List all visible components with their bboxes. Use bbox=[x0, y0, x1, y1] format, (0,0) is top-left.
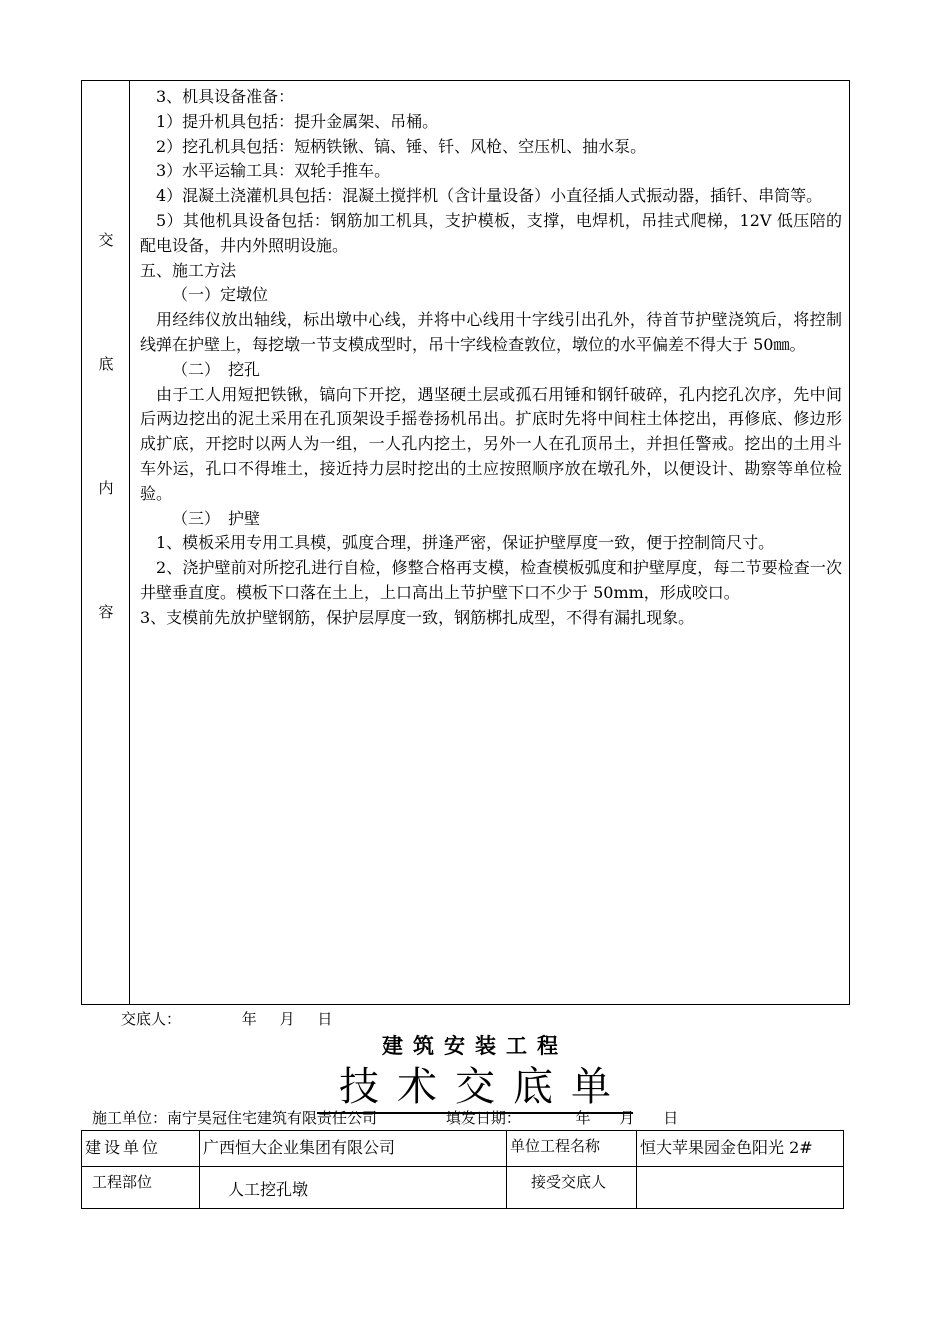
side-label-char: 底 bbox=[98, 355, 114, 373]
content-line: 1）提升机具包括：提升金属架、吊桶。 bbox=[156, 111, 439, 131]
subsection-heading: （三） 护壁 bbox=[172, 508, 261, 528]
project-name-value: 恒大苹果园金色阳光 2# bbox=[637, 1131, 844, 1167]
issue-date-label: 填发日期： bbox=[445, 1109, 521, 1127]
construction-unit-label: 施工单位： bbox=[92, 1109, 168, 1127]
issue-date-month: 月 bbox=[619, 1109, 635, 1127]
handover-content-table bbox=[81, 80, 850, 1005]
build-unit-value: 广西恒大企业集团有限公司 bbox=[200, 1131, 507, 1167]
content-paragraph: 3、支模前先放护壁钢筋，保护层厚度一致，钢筋梆扎成型，不得有漏扎现象。 bbox=[140, 607, 695, 627]
handover-year: 年 bbox=[241, 1010, 257, 1028]
handover-signature-line bbox=[121, 1008, 332, 1029]
form-title-text: 技术交底单 bbox=[317, 1064, 633, 1114]
meta-line bbox=[92, 1107, 678, 1128]
content-line: 3、机具设备准备： bbox=[156, 87, 295, 106]
handover-label: 交底人： bbox=[121, 1010, 182, 1028]
issue-date-year: 年 bbox=[575, 1109, 591, 1127]
handover-day: 日 bbox=[317, 1010, 333, 1028]
side-label-char: 内 bbox=[98, 479, 114, 497]
content-paragraph: 用经纬仪放出轴线，标出墩中心线，并将中心线用十字线引出孔外，待首节护壁浇筑后，将控制线弹在护壁上，每挖墩一节支模成型时，吊十字线检查敦位，墩位的水平偏差不得大于 50㎜。 bbox=[140, 310, 842, 354]
build-unit-label: 建设单位 bbox=[82, 1131, 200, 1167]
side-label-char: 交 bbox=[98, 231, 114, 249]
receiver-label: 接受交底人 bbox=[507, 1167, 637, 1209]
content-line: 3）水平运输工具：双轮手推车。 bbox=[156, 161, 391, 181]
project-part-value: 人工挖孔墩 bbox=[200, 1167, 507, 1209]
content-line: 2）挖孔机具包括：短柄铁锹、镐、锤、钎、风枪、空压机、抽水泵。 bbox=[156, 136, 647, 156]
content-line: 4）混凝土浇灌机具包括：混凝土搅拌机（含计量设备）小直径插人式振动器，插钎、串筒等。 bbox=[156, 186, 823, 206]
side-label-char: 容 bbox=[98, 603, 114, 621]
content-paragraph: 由于工人用短把铁锹，镐向下开挖，遇坚硬土层或孤石用锤和钢钎破碎，孔内挖孔次序，先中间后两边挖出的泥土采用在孔顶架设手摇卷扬机吊出。扩底时先将中间柱土体挖出，再修底、修边形成扩底，开挖时以两人为一组，一人孔内挖土，另外一人在孔顶吊土，并担任警戒。挖出的土用斗车外运，孔口不得堆土，接近持力层时挖出的土应按照顺序放在墩孔外，以便设计、勘察等单位检验。 bbox=[140, 384, 842, 503]
construction-unit-value: 南宁昊冠住宅建筑有限责任公司 bbox=[167, 1109, 378, 1127]
section-heading: 五、施工方法 bbox=[140, 260, 237, 280]
handover-month: 月 bbox=[279, 1010, 295, 1028]
project-part-label: 工程部位 bbox=[82, 1167, 200, 1209]
issue-date-day: 日 bbox=[663, 1109, 679, 1127]
form-title bbox=[0, 1055, 950, 1112]
content-line: 5）其他机具设备包括：钢筋加工机具，支护模板，支撑，电焊机，吊挂式爬梯，12V 低压陪的配电设备，井内外照明设施。 bbox=[140, 210, 842, 255]
content-paragraph: 2、浇护壁前对所挖孔进行自检，修整合格再支模，检查模板弧度和护壁厚度，每二节要检查一次井壁垂直度。模板下口落在土上，上口高出上节护壁下口不少于 50mm，形成咬口。 bbox=[140, 558, 842, 602]
subsection-heading: （二） 挖孔 bbox=[172, 359, 261, 379]
project-name-label: 单位工程名称 bbox=[507, 1131, 637, 1167]
form-subtitle: 建筑安装工程 bbox=[382, 1033, 568, 1058]
content-body bbox=[140, 85, 842, 631]
project-info-table bbox=[81, 1130, 844, 1209]
subsection-heading: （一）定墩位 bbox=[172, 285, 269, 305]
side-label-column bbox=[82, 81, 130, 1004]
content-paragraph: 1、模板采用专用工具模，弧度合理，拼逢严密，保证护壁厚度一致，便于控制筒尺寸。 bbox=[156, 533, 775, 553]
receiver-value[interactable] bbox=[637, 1167, 844, 1209]
